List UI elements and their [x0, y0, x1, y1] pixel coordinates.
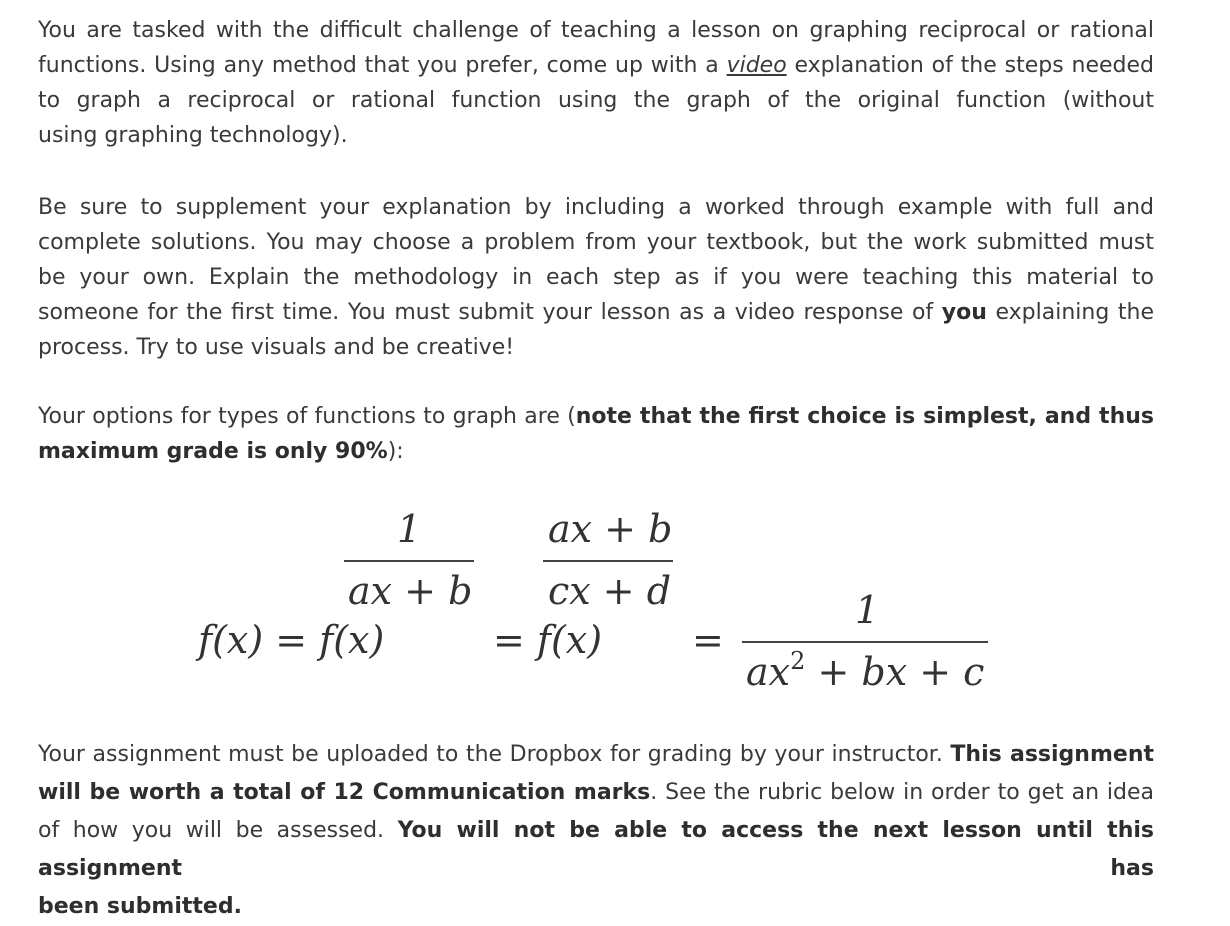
options-line-2	[38, 434, 1154, 469]
intro-line-1: You are tasked with the difficult challenge of teaching a lesson on graphing reciprocal or rational	[38, 18, 1154, 43]
submission-line-2	[38, 774, 1154, 812]
intro-line-2	[38, 48, 1154, 83]
fraction-1-denominator: ax + b	[348, 569, 473, 613]
submission-line-4	[38, 888, 1154, 926]
den-term: ax	[746, 650, 791, 694]
access-warning: You will not be able to access the next lesson until this assignment has	[38, 818, 1154, 881]
intro-line-3: to graph a reciprocal or rational function using the graph of the original function (without	[38, 88, 1154, 113]
marks-note-cont: will be worth a total of 12 Communication marks	[38, 780, 651, 805]
fraction-1-bar	[344, 560, 474, 562]
options-text: Your options for types of functions to graph are (	[38, 404, 576, 429]
instructions-line-2: complete solutions. You may choose a problem from your textbook, but the work submitted must	[38, 230, 1154, 255]
submission-text: of how you will be assessed.	[38, 818, 398, 843]
instructions-text: explaining the	[986, 300, 1154, 325]
fraction-1-numerator: 1	[397, 507, 422, 551]
grade-note-cont: maximum grade is only 90%	[38, 439, 388, 464]
options-text: ):	[387, 439, 404, 464]
access-warning-cont: been submitted.	[38, 894, 242, 919]
function-label-1: f(x) = f(x)	[198, 618, 385, 662]
grade-note: note that the first choice is simplest, and thus	[575, 404, 1154, 429]
you-emphasis: you	[941, 300, 987, 325]
intro-paragraph	[38, 13, 1154, 153]
function-label-2: = f(x)	[493, 618, 603, 662]
equals-sign-3: =	[692, 618, 724, 662]
instructions-line-1: Be sure to supplement your explanation by including a worked through example with full and	[38, 195, 1154, 220]
submission-text: . See the rubric below in order to get an idea	[650, 780, 1154, 805]
instructions-line-5: process. Try to use visuals and be creative!	[38, 335, 515, 360]
video-emphasis: video	[726, 53, 787, 78]
fraction-3-denominator	[746, 647, 985, 694]
submission-line-1	[38, 736, 1154, 774]
intro-text: functions. Using any method that you prefer, come up with a	[38, 53, 727, 78]
den-rest: + bx + c	[805, 650, 985, 694]
submission-line-3	[38, 812, 1154, 888]
intro-text: explanation of the steps needed	[786, 53, 1154, 78]
instructions-line-3: be your own. Explain the methodology in each step as if you were teaching this material to	[38, 265, 1154, 290]
fraction-3-numerator: 1	[855, 588, 880, 632]
options-line-1	[38, 399, 1154, 434]
fraction-2-bar	[543, 560, 673, 562]
instructions-text: someone for the first time. You must submit your lesson as a video response of	[38, 300, 942, 325]
marks-note: This assignment	[950, 742, 1154, 767]
instructions-paragraph	[38, 190, 1154, 365]
fraction-2-denominator: cx + d	[548, 569, 672, 613]
exponent: 2	[790, 647, 806, 675]
fraction-3-bar	[742, 641, 988, 643]
fraction-2-numerator: ax + b	[548, 507, 673, 551]
intro-line-4: using graphing technology).	[38, 123, 348, 148]
options-paragraph	[38, 399, 1154, 469]
submission-paragraph	[38, 736, 1154, 926]
instructions-line-4	[38, 295, 1154, 330]
submission-text: Your assignment must be uploaded to the Dropbox for grading by your instructor.	[38, 742, 951, 767]
